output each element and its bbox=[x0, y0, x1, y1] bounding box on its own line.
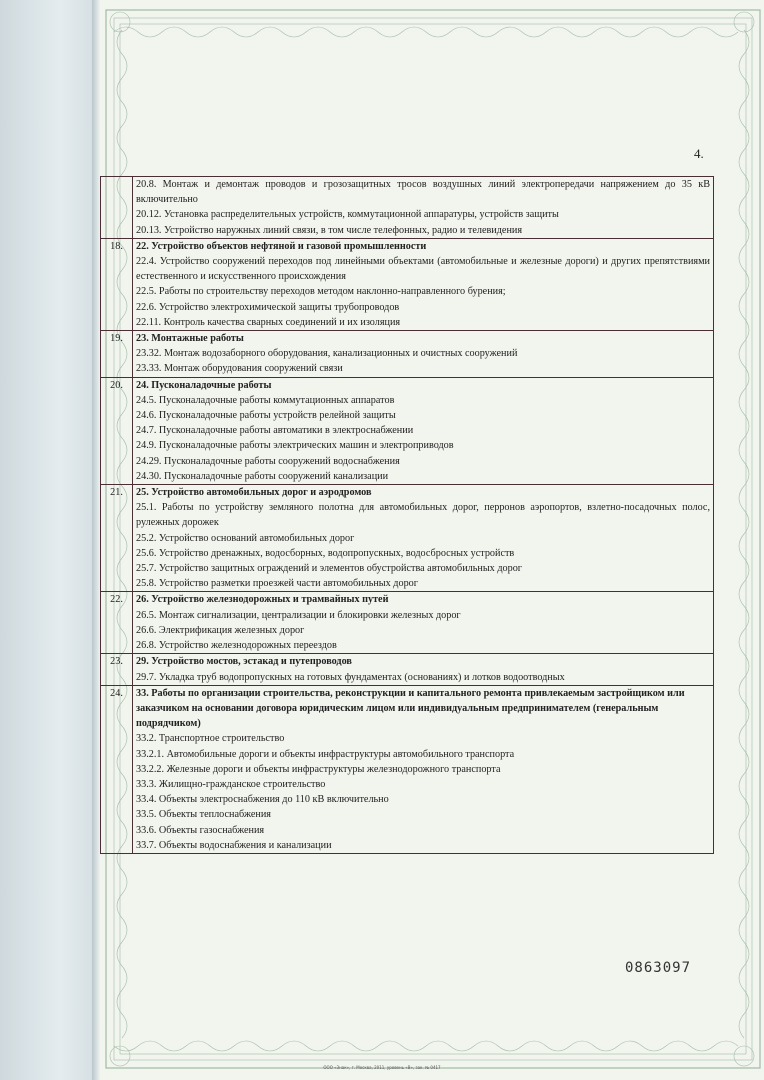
row-content-cell bbox=[133, 592, 714, 654]
work-group-title: 23. Монтажные работы bbox=[136, 333, 244, 345]
work-item: 23.32. Монтаж водозаборного оборудования, канализационных и очистных сооружений bbox=[136, 348, 518, 360]
work-item: 20.13. Устройство наружных линий связи, в том числе телефонных, радио и телевидения bbox=[136, 224, 523, 236]
binding-edge bbox=[92, 0, 100, 1080]
work-item: 25.8. Устройство разметки проезжей части автомобильных дорог bbox=[136, 578, 418, 590]
work-item: 22.6. Устройство электрохимической защиты трубопроводов bbox=[136, 301, 400, 313]
row-number-cell: 19. bbox=[101, 331, 133, 378]
row-number-cell: 18. bbox=[101, 238, 133, 330]
table-row bbox=[101, 238, 714, 330]
row-content-cell bbox=[133, 331, 714, 378]
work-group-title: 22. Устройство объектов нефтяной и газовой промышленности bbox=[136, 240, 427, 252]
printer-imprint: ООО «Знак», г. Москва, 2011, уровень «В», зак. № 0417 bbox=[323, 1065, 441, 1070]
work-item: 24.29. Пусконаладочные работы сооружений водоснабжения bbox=[136, 455, 400, 467]
work-group-title: 24. Пусконаладочные работы bbox=[136, 379, 272, 391]
table-row bbox=[101, 485, 714, 592]
licensed-works-table bbox=[100, 176, 714, 854]
row-content-cell bbox=[133, 177, 714, 239]
work-item: 33.2. Транспортное строительство bbox=[136, 733, 285, 745]
work-item: 22.11. Контроль качества сварных соединений и их изоляция bbox=[136, 316, 401, 328]
work-item: 25.6. Устройство дренажных, водосборных, водопропускных, водосбросных устройств bbox=[136, 547, 515, 559]
work-item: 20.8. Монтаж и демонтаж проводов и грозозащитных тросов воздушных линий электропередачи напряжением до 35 кВ включительно bbox=[136, 179, 710, 206]
work-item: 33.2.2. Железные дороги и объекты инфраструктуры железнодорожного транспорта bbox=[136, 763, 501, 775]
table-row-continued bbox=[101, 177, 714, 239]
serial-number: 0863097 bbox=[625, 960, 692, 976]
row-content-cell bbox=[133, 377, 714, 484]
work-item: 22.5. Работы по строительству переходов методом наклонно-направленного бурения; bbox=[136, 286, 506, 298]
row-number-cell: 22. bbox=[101, 592, 133, 654]
work-item: 22.4. Устройство сооружений переходов под линейными объектами (автомобильные и железные дороги) и других препятствиями естественного и искусственного происхождения bbox=[136, 256, 710, 283]
work-item: 24.5. Пусконаладочные работы коммутационных аппаратов bbox=[136, 394, 395, 406]
row-content-cell bbox=[133, 685, 714, 853]
table-row bbox=[101, 592, 714, 654]
binding-spine bbox=[0, 0, 100, 1080]
row-number-cell: 23. bbox=[101, 654, 133, 685]
work-item: 33.5. Объекты теплоснабжения bbox=[136, 809, 271, 821]
row-number-cell bbox=[101, 177, 133, 239]
table-row bbox=[101, 685, 714, 853]
work-item: 33.7. Объекты водоснабжения и канализации bbox=[136, 839, 332, 851]
work-item: 33.3. Жилищно-гражданское строительство bbox=[136, 778, 326, 790]
table-row bbox=[101, 654, 714, 685]
work-group-title: 33. Работы по организации строительства, реконструкции и капитального ремонта привлекаемым застройщиком или заказчиком на основании договора юридическим лицом или индивидуальным предпринимателем (генеральным подрядчиком) bbox=[136, 687, 685, 730]
work-item: 26.8. Устройство железнодорожных переездов bbox=[136, 640, 337, 652]
work-item: 29.7. Укладка труб водопропускных на готовых фундаментах (основаниях) и лотков водоотводных bbox=[136, 671, 565, 683]
work-item: 24.9. Пусконаладочные работы электрических машин и электроприводов bbox=[136, 440, 454, 452]
work-item: 24.7. Пусконаладочные работы автоматики в электроснабжении bbox=[136, 425, 414, 437]
table-row bbox=[101, 377, 714, 484]
work-group-title: 29. Устройство мостов, эстакад и путепроводов bbox=[136, 656, 352, 668]
work-item: 33.4. Объекты электроснабжения до 110 кВ включительно bbox=[136, 794, 389, 806]
work-item: 20.12. Установка распределительных устройств, коммутационной аппаратуры, устройств защиты bbox=[136, 209, 559, 221]
row-content-cell bbox=[133, 654, 714, 685]
row-content-cell bbox=[133, 485, 714, 592]
row-number-cell: 21. bbox=[101, 485, 133, 592]
row-number-cell: 20. bbox=[101, 377, 133, 484]
work-group-title: 25. Устройство автомобильных дорог и аэродромов bbox=[136, 487, 372, 499]
row-number-cell: 24. bbox=[101, 685, 133, 853]
work-item: 23.33. Монтаж оборудования сооружений связи bbox=[136, 363, 343, 375]
page-number: 4. bbox=[694, 146, 704, 161]
work-item: 25.1. Работы по устройству земляного полотна для автомобильных дорог, перронов аэропортов, взлетно-посадочных полос, рулежных дорожек bbox=[136, 502, 710, 529]
work-item: 33.6. Объекты газоснабжения bbox=[136, 824, 265, 836]
work-group-title: 26. Устройство железнодорожных и трамвайных путей bbox=[136, 594, 389, 606]
work-item: 24.6. Пусконаладочные работы устройств релейной защиты bbox=[136, 410, 396, 422]
row-content-cell bbox=[133, 238, 714, 330]
work-item: 33.2.1. Автомобильные дороги и объекты инфраструктуры автомобильного транспорта bbox=[136, 748, 515, 760]
work-item: 24.30. Пусконаладочные работы сооружений канализации bbox=[136, 470, 389, 482]
work-item: 25.2. Устройство оснований автомобильных дорог bbox=[136, 532, 355, 544]
work-item: 26.6. Электрификация железных дорог bbox=[136, 624, 305, 636]
work-item: 26.5. Монтаж сигнализации, централизации и блокировки железных дорог bbox=[136, 609, 461, 621]
work-item: 25.7. Устройство защитных ограждений и элементов обустройства автомобильных дорог bbox=[136, 563, 522, 575]
table-row bbox=[101, 331, 714, 378]
